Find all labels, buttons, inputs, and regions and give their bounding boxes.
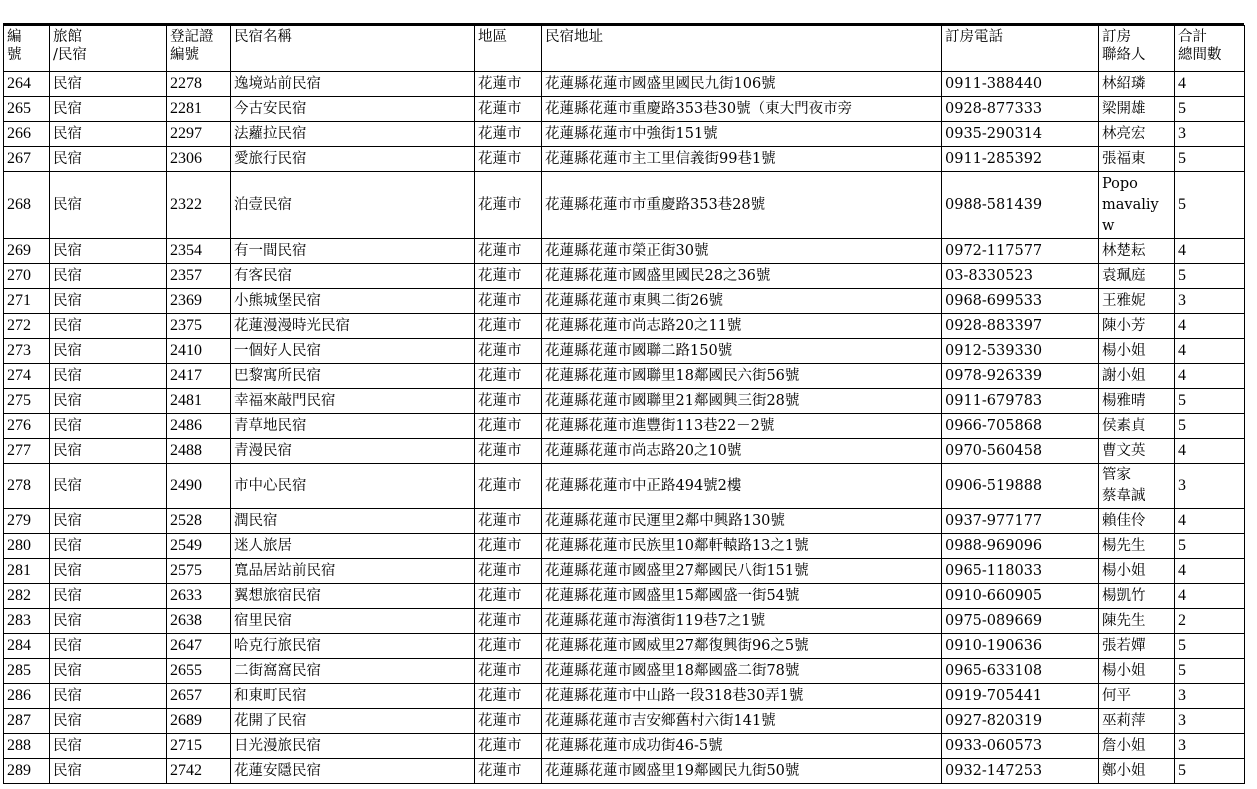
table-row [4, 709, 1245, 734]
table-row [4, 264, 1245, 289]
address-cell: 花蓮縣花蓮市國盛里國民九街106號 [542, 72, 942, 97]
area-cell: 花蓮市 [475, 239, 542, 264]
address-cell: 花蓮縣花蓮市國盛里國民28之36號 [542, 264, 942, 289]
row-number-cell: 274 [4, 364, 50, 389]
address-cell: 花蓮縣花蓮市中強街151號 [542, 122, 942, 147]
address-cell: 花蓮縣花蓮市國盛里19鄰國民九街50號 [542, 759, 942, 784]
rooms-cell: 2 [1175, 609, 1245, 634]
rooms-cell: 4 [1175, 584, 1245, 609]
area-cell: 花蓮市 [475, 147, 542, 172]
table-body [4, 72, 1245, 784]
row-number-cell: 287 [4, 709, 50, 734]
table-row [4, 289, 1245, 314]
area-cell: 花蓮市 [475, 659, 542, 684]
address-cell: 花蓮縣花蓮市重慶路353巷30號（東大門夜市旁 [542, 97, 942, 122]
area-cell: 花蓮市 [475, 534, 542, 559]
row-number-cell: 283 [4, 609, 50, 634]
area-cell: 花蓮市 [475, 289, 542, 314]
name-cell: 寬品居站前民宿 [231, 559, 475, 584]
rooms-cell: 3 [1175, 684, 1245, 709]
address-cell: 花蓮縣花蓮市國聯二路150號 [542, 339, 942, 364]
license-cell: 2375 [167, 314, 231, 339]
phone-cell: 0972-117577 [942, 239, 1099, 264]
license-cell: 2528 [167, 509, 231, 534]
contact-cell: 張福東 [1099, 147, 1175, 172]
contact-cell: 曹文英 [1099, 439, 1175, 464]
header-cell: 編 號 [4, 26, 50, 72]
license-cell: 2490 [167, 464, 231, 509]
row-number-cell: 280 [4, 534, 50, 559]
area-cell: 花蓮市 [475, 559, 542, 584]
license-cell: 2278 [167, 72, 231, 97]
phone-cell: 0928-877333 [942, 97, 1099, 122]
license-cell: 2410 [167, 339, 231, 364]
table-row [4, 72, 1245, 97]
rooms-cell: 3 [1175, 122, 1245, 147]
row-number-cell: 288 [4, 734, 50, 759]
address-cell: 花蓮縣花蓮市東興二街26號 [542, 289, 942, 314]
contact-cell: 詹小姐 [1099, 734, 1175, 759]
license-cell: 2742 [167, 759, 231, 784]
table-row [4, 414, 1245, 439]
contact-cell: 張若嬋 [1099, 634, 1175, 659]
type-cell: 民宿 [50, 314, 167, 339]
address-cell: 花蓮縣花蓮市主工里信義街99巷1號 [542, 147, 942, 172]
name-cell: 逸境站前民宿 [231, 72, 475, 97]
header-cell: 訂房電話 [942, 26, 1099, 72]
address-cell: 花蓮縣花蓮市進豐街113巷22－2號 [542, 414, 942, 439]
row-number-cell: 285 [4, 659, 50, 684]
phone-cell: 0910-660905 [942, 584, 1099, 609]
contact-cell: 賴佳伶 [1099, 509, 1175, 534]
name-cell: 翼想旅宿民宿 [231, 584, 475, 609]
area-cell: 花蓮市 [475, 609, 542, 634]
rooms-cell: 4 [1175, 339, 1245, 364]
area-cell: 花蓮市 [475, 709, 542, 734]
type-cell: 民宿 [50, 684, 167, 709]
phone-cell: 0911-285392 [942, 147, 1099, 172]
table-row [4, 314, 1245, 339]
name-cell: 日光漫旅民宿 [231, 734, 475, 759]
row-number-cell: 276 [4, 414, 50, 439]
rooms-cell: 5 [1175, 659, 1245, 684]
contact-cell: 管家 蔡韋誠 [1099, 464, 1175, 509]
rooms-cell: 4 [1175, 364, 1245, 389]
address-cell: 花蓮縣花蓮市尚志路20之10號 [542, 439, 942, 464]
name-cell: 巴黎寓所民宿 [231, 364, 475, 389]
phone-cell: 0975-089669 [942, 609, 1099, 634]
contact-cell: 林亮宏 [1099, 122, 1175, 147]
license-cell: 2488 [167, 439, 231, 464]
table-row [4, 584, 1245, 609]
type-cell: 民宿 [50, 534, 167, 559]
license-cell: 2715 [167, 734, 231, 759]
header-cell: 合計 總間數 [1175, 26, 1245, 72]
phone-cell: 0968-699533 [942, 289, 1099, 314]
phone-cell: 0935-290314 [942, 122, 1099, 147]
license-cell: 2369 [167, 289, 231, 314]
type-cell: 民宿 [50, 389, 167, 414]
address-cell: 花蓮縣花蓮市成功街46-5號 [542, 734, 942, 759]
table-row [4, 97, 1245, 122]
type-cell: 民宿 [50, 264, 167, 289]
header-cell: 民宿名稱 [231, 26, 475, 72]
area-cell: 花蓮市 [475, 684, 542, 709]
license-cell: 2633 [167, 584, 231, 609]
row-number-cell: 269 [4, 239, 50, 264]
rooms-cell: 5 [1175, 634, 1245, 659]
name-cell: 潤民宿 [231, 509, 475, 534]
address-cell: 花蓮縣花蓮市國盛里27鄰國民八街151號 [542, 559, 942, 584]
phone-cell: 0966-705868 [942, 414, 1099, 439]
address-cell: 花蓮縣花蓮市吉安鄉舊村六街141號 [542, 709, 942, 734]
area-cell: 花蓮市 [475, 122, 542, 147]
name-cell: 青草地民宿 [231, 414, 475, 439]
license-cell: 2638 [167, 609, 231, 634]
license-cell: 2655 [167, 659, 231, 684]
type-cell: 民宿 [50, 609, 167, 634]
phone-cell: 0937-977177 [942, 509, 1099, 534]
table-row [4, 239, 1245, 264]
type-cell: 民宿 [50, 439, 167, 464]
contact-cell: 梁開雄 [1099, 97, 1175, 122]
table-row [4, 684, 1245, 709]
area-cell: 花蓮市 [475, 734, 542, 759]
phone-cell: 0988-581439 [942, 172, 1099, 239]
license-cell: 2657 [167, 684, 231, 709]
name-cell: 幸福來敲門民宿 [231, 389, 475, 414]
type-cell: 民宿 [50, 464, 167, 509]
name-cell: 有一間民宿 [231, 239, 475, 264]
contact-cell: 鄭小姐 [1099, 759, 1175, 784]
address-cell: 花蓮縣花蓮市國聯里21鄰國興三街28號 [542, 389, 942, 414]
header-cell: 登記證 編號 [167, 26, 231, 72]
area-cell: 花蓮市 [475, 414, 542, 439]
type-cell: 民宿 [50, 239, 167, 264]
name-cell: 迷人旅居 [231, 534, 475, 559]
license-cell: 2297 [167, 122, 231, 147]
type-cell: 民宿 [50, 734, 167, 759]
phone-cell: 0965-118033 [942, 559, 1099, 584]
name-cell: 今古安民宿 [231, 97, 475, 122]
row-number-cell: 271 [4, 289, 50, 314]
rooms-cell: 3 [1175, 464, 1245, 509]
rooms-cell: 5 [1175, 172, 1245, 239]
type-cell: 民宿 [50, 759, 167, 784]
phone-cell: 0965-633108 [942, 659, 1099, 684]
address-cell: 花蓮縣花蓮市國威里27鄰復興街96之5號 [542, 634, 942, 659]
header-cell: 地區 [475, 26, 542, 72]
contact-cell: 楊小姐 [1099, 559, 1175, 584]
rooms-cell: 4 [1175, 439, 1245, 464]
area-cell: 花蓮市 [475, 759, 542, 784]
name-cell: 花蓮安隱民宿 [231, 759, 475, 784]
area-cell: 花蓮市 [475, 634, 542, 659]
rooms-cell: 4 [1175, 239, 1245, 264]
area-cell: 花蓮市 [475, 72, 542, 97]
table-row [4, 172, 1245, 239]
phone-cell: 0933-060573 [942, 734, 1099, 759]
type-cell: 民宿 [50, 97, 167, 122]
homestay-table [3, 25, 1245, 784]
name-cell: 小熊城堡民宿 [231, 289, 475, 314]
license-cell: 2481 [167, 389, 231, 414]
license-cell: 2354 [167, 239, 231, 264]
contact-cell: 林紹璘 [1099, 72, 1175, 97]
row-number-cell: 278 [4, 464, 50, 509]
name-cell: 愛旅行民宿 [231, 147, 475, 172]
phone-cell: 0932-147253 [942, 759, 1099, 784]
license-cell: 2306 [167, 147, 231, 172]
row-number-cell: 281 [4, 559, 50, 584]
type-cell: 民宿 [50, 339, 167, 364]
table-row [4, 389, 1245, 414]
contact-cell: Popo mavaliy w [1099, 172, 1175, 239]
row-number-cell: 270 [4, 264, 50, 289]
area-cell: 花蓮市 [475, 584, 542, 609]
contact-cell: 楊小姐 [1099, 339, 1175, 364]
name-cell: 二街窩窩民宿 [231, 659, 475, 684]
type-cell: 民宿 [50, 172, 167, 239]
header-cell: 旅館 /民宿 [50, 26, 167, 72]
type-cell: 民宿 [50, 634, 167, 659]
contact-cell: 陳先生 [1099, 609, 1175, 634]
name-cell: 和東町民宿 [231, 684, 475, 709]
phone-cell: 0970-560458 [942, 439, 1099, 464]
address-cell: 花蓮縣花蓮市國盛里18鄰國盛二街78號 [542, 659, 942, 684]
area-cell: 花蓮市 [475, 264, 542, 289]
area-cell: 花蓮市 [475, 364, 542, 389]
type-cell: 民宿 [50, 509, 167, 534]
row-number-cell: 266 [4, 122, 50, 147]
area-cell: 花蓮市 [475, 339, 542, 364]
area-cell: 花蓮市 [475, 97, 542, 122]
row-number-cell: 273 [4, 339, 50, 364]
address-cell: 花蓮縣花蓮市尚志路20之11號 [542, 314, 942, 339]
row-number-cell: 279 [4, 509, 50, 534]
table-row [4, 609, 1245, 634]
rooms-cell: 5 [1175, 97, 1245, 122]
area-cell: 花蓮市 [475, 464, 542, 509]
contact-cell: 楊小姐 [1099, 659, 1175, 684]
row-number-cell: 272 [4, 314, 50, 339]
area-cell: 花蓮市 [475, 314, 542, 339]
name-cell: 青漫民宿 [231, 439, 475, 464]
header-cell: 民宿地址 [542, 26, 942, 72]
type-cell: 民宿 [50, 289, 167, 314]
contact-cell: 巫莉萍 [1099, 709, 1175, 734]
table-row [4, 759, 1245, 784]
table-row [4, 364, 1245, 389]
phone-cell: 0978-926339 [942, 364, 1099, 389]
license-cell: 2575 [167, 559, 231, 584]
row-number-cell: 275 [4, 389, 50, 414]
row-number-cell: 264 [4, 72, 50, 97]
row-number-cell: 267 [4, 147, 50, 172]
row-number-cell: 284 [4, 634, 50, 659]
rooms-cell: 4 [1175, 72, 1245, 97]
row-number-cell: 286 [4, 684, 50, 709]
address-cell: 花蓮縣花蓮市民族里10鄰軒轅路13之1號 [542, 534, 942, 559]
rooms-cell: 5 [1175, 759, 1245, 784]
table-row [4, 634, 1245, 659]
address-cell: 花蓮縣花蓮市國聯里18鄰國民六街56號 [542, 364, 942, 389]
name-cell: 市中心民宿 [231, 464, 475, 509]
address-cell: 花蓮縣花蓮市中正路494號2樓 [542, 464, 942, 509]
rooms-cell: 5 [1175, 389, 1245, 414]
table-row [4, 339, 1245, 364]
name-cell: 花蓮漫漫時光民宿 [231, 314, 475, 339]
area-cell: 花蓮市 [475, 439, 542, 464]
row-number-cell: 277 [4, 439, 50, 464]
area-cell: 花蓮市 [475, 172, 542, 239]
row-number-cell: 268 [4, 172, 50, 239]
rooms-cell: 3 [1175, 289, 1245, 314]
table-row [4, 659, 1245, 684]
rooms-cell: 4 [1175, 314, 1245, 339]
contact-cell: 袁珮庭 [1099, 264, 1175, 289]
header-cell: 訂房 聯絡人 [1099, 26, 1175, 72]
table-row [4, 509, 1245, 534]
type-cell: 民宿 [50, 584, 167, 609]
license-cell: 2689 [167, 709, 231, 734]
area-cell: 花蓮市 [475, 389, 542, 414]
phone-cell: 0928-883397 [942, 314, 1099, 339]
phone-cell: 0911-388440 [942, 72, 1099, 97]
phone-cell: 0927-820319 [942, 709, 1099, 734]
contact-cell: 林楚耘 [1099, 239, 1175, 264]
row-number-cell: 282 [4, 584, 50, 609]
rooms-cell: 5 [1175, 147, 1245, 172]
address-cell: 花蓮縣花蓮市海濱街119巷7之1號 [542, 609, 942, 634]
rooms-cell: 3 [1175, 709, 1245, 734]
rooms-cell: 4 [1175, 509, 1245, 534]
rooms-cell: 3 [1175, 734, 1245, 759]
contact-cell: 楊雅晴 [1099, 389, 1175, 414]
name-cell: 宿里民宿 [231, 609, 475, 634]
header-row [4, 26, 1245, 72]
contact-cell: 謝小姐 [1099, 364, 1175, 389]
area-cell: 花蓮市 [475, 509, 542, 534]
contact-cell: 楊凱竹 [1099, 584, 1175, 609]
row-number-cell: 265 [4, 97, 50, 122]
contact-cell: 何平 [1099, 684, 1175, 709]
name-cell: 有客民宿 [231, 264, 475, 289]
rooms-cell: 5 [1175, 264, 1245, 289]
phone-cell: 0910-190636 [942, 634, 1099, 659]
contact-cell: 王雅妮 [1099, 289, 1175, 314]
type-cell: 民宿 [50, 709, 167, 734]
phone-cell: 0912-539330 [942, 339, 1099, 364]
address-cell: 花蓮縣花蓮市國盛里15鄰國盛一街54號 [542, 584, 942, 609]
table-row [4, 534, 1245, 559]
license-cell: 2647 [167, 634, 231, 659]
address-cell: 花蓮縣花蓮市市重慶路353巷28號 [542, 172, 942, 239]
address-cell: 花蓮縣花蓮市中山路一段318巷30弄1號 [542, 684, 942, 709]
rooms-cell: 5 [1175, 414, 1245, 439]
contact-cell: 侯素貞 [1099, 414, 1175, 439]
row-number-cell: 289 [4, 759, 50, 784]
contact-cell: 楊先生 [1099, 534, 1175, 559]
name-cell: 法蘿拉民宿 [231, 122, 475, 147]
name-cell: 泊壹民宿 [231, 172, 475, 239]
rooms-cell: 5 [1175, 534, 1245, 559]
type-cell: 民宿 [50, 559, 167, 584]
license-cell: 2417 [167, 364, 231, 389]
table-row [4, 464, 1245, 509]
rooms-cell: 4 [1175, 559, 1245, 584]
type-cell: 民宿 [50, 122, 167, 147]
table-row [4, 734, 1245, 759]
table-row [4, 122, 1245, 147]
name-cell: 花開了民宿 [231, 709, 475, 734]
table-row [4, 439, 1245, 464]
address-cell: 花蓮縣花蓮市榮正街30號 [542, 239, 942, 264]
type-cell: 民宿 [50, 364, 167, 389]
name-cell: 一個好人民宿 [231, 339, 475, 364]
phone-cell: 0988-969096 [942, 534, 1099, 559]
phone-cell: 0919-705441 [942, 684, 1099, 709]
phone-cell: 0911-679783 [942, 389, 1099, 414]
name-cell: 哈克行旅民宿 [231, 634, 475, 659]
table-row [4, 559, 1245, 584]
license-cell: 2549 [167, 534, 231, 559]
license-cell: 2357 [167, 264, 231, 289]
contact-cell: 陳小芳 [1099, 314, 1175, 339]
address-cell: 花蓮縣花蓮市民運里2鄰中興路130號 [542, 509, 942, 534]
phone-cell: 0906-519888 [942, 464, 1099, 509]
license-cell: 2281 [167, 97, 231, 122]
type-cell: 民宿 [50, 147, 167, 172]
type-cell: 民宿 [50, 72, 167, 97]
table-row [4, 147, 1245, 172]
type-cell: 民宿 [50, 659, 167, 684]
license-cell: 2322 [167, 172, 231, 239]
type-cell: 民宿 [50, 414, 167, 439]
phone-cell: 03-8330523 [942, 264, 1099, 289]
license-cell: 2486 [167, 414, 231, 439]
